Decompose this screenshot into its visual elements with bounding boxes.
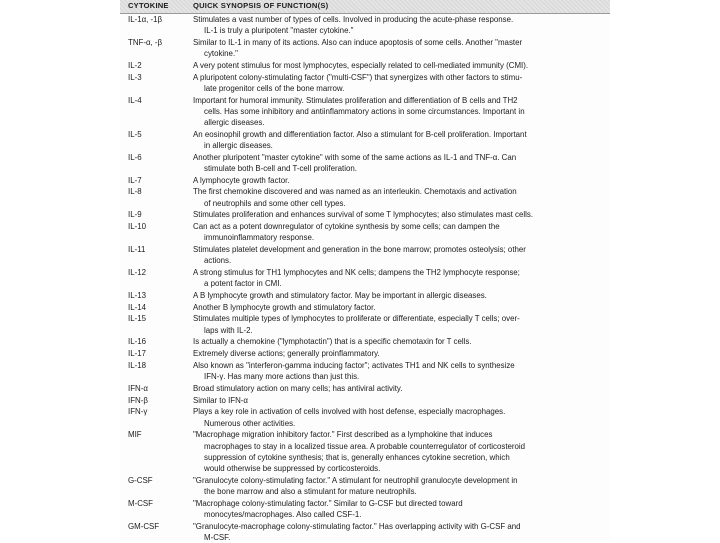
cytokine-name: IFN-γ — [128, 407, 148, 417]
function-description — [193, 37, 605, 59]
cytokine-name: IL-4 — [128, 95, 142, 105]
description-line: cytokine." — [204, 49, 238, 59]
description-line: the bone marrow and also a stimulant for mature neutrophils. — [204, 486, 417, 496]
description-line: "Granulocyte-macrophage colony-stimulating factor." Has overlapping activity with G-CSF and — [193, 521, 521, 531]
description-line: "Macrophage colony-stimulating factor." Similar to G-CSF but directed toward — [193, 498, 463, 508]
description-line: late progenitor cells of the bone marrow. — [204, 83, 345, 93]
cytokine-table-page — [120, 0, 610, 540]
description-line: A pluripotent colony-stimulating factor ("multi-CSF") that synergizes with other factors to stimu- — [193, 72, 523, 82]
function-description — [193, 475, 605, 497]
cytokine-name: IL-14 — [128, 302, 146, 312]
cytokine-name: IL-18 — [128, 360, 146, 370]
description-line: laps with IL-2. — [204, 325, 253, 335]
function-description — [193, 429, 605, 474]
description-line: Broad stimulatory action on many cells; has antiviral activity. — [193, 383, 403, 393]
cytokine-name: IL-17 — [128, 349, 146, 359]
cytokine-name: IL-10 — [128, 222, 146, 232]
function-description — [193, 95, 605, 129]
cytokine-name: GM-CSF — [128, 521, 160, 531]
description-line: cells. Has some inhibitory and antiinflammatory actions in some circumstances. Important in — [204, 106, 525, 116]
table-header — [120, 0, 610, 14]
function-description — [193, 313, 605, 335]
description-line: IL-1 is truly a pluripotent "master cytokine." — [204, 26, 354, 36]
function-description — [193, 72, 605, 94]
cytokine-name: IL-2 — [128, 60, 142, 70]
function-description — [193, 360, 605, 382]
cytokine-name: TNF-α, -β — [128, 37, 163, 47]
function-description — [193, 175, 605, 186]
function-description — [193, 209, 605, 220]
description-line: Stimulates multiple types of lymphocytes to proliferate or differentiate, especially T cells; over- — [193, 314, 520, 324]
description-line: A strong stimulus for TH1 lymphocytes and NK cells; dampens the TH2 lymphocyte response; — [193, 268, 520, 277]
function-description — [193, 406, 605, 428]
description-line: "Macrophage migration inhibitory factor." First described as a lymphokine that induces — [193, 430, 493, 440]
function-description — [193, 186, 605, 208]
description-line: Also known as "interferon-gamma inducing factor"; activates TH1 and NK cells to synthesize — [193, 360, 515, 370]
description-line: Stimulates platelet development and generation in the bone marrow; promotes osteolysis; other — [193, 245, 526, 254]
cytokine-name: MIF — [128, 430, 142, 440]
description-line: A lymphocyte growth factor. — [193, 175, 290, 185]
description-line: A very potent stimulus for most lymphocytes, especially related to cell-mediated immunity (CMI). — [193, 60, 529, 70]
function-description — [193, 60, 605, 71]
cytokine-name: IL-3 — [128, 72, 142, 82]
function-description — [193, 302, 605, 313]
function-description — [193, 395, 605, 406]
description-line: Similar to IFN-α — [193, 395, 248, 405]
description-line: M-CSF. — [204, 532, 231, 542]
cytokine-name: IL-7 — [128, 175, 142, 185]
description-line: monocytes/macrophages. Also called CSF-1. — [204, 509, 362, 519]
description-line: a potent factor in CMI. — [204, 279, 282, 289]
description-line: of neutrophils and some other cell types. — [204, 198, 346, 208]
function-description — [193, 152, 605, 174]
function-description — [193, 129, 605, 151]
description-line: Stimulates a vast number of types of cells. Involved in producing the acute-phase response. — [193, 15, 514, 24]
function-description — [193, 336, 605, 347]
description-line: Another B lymphocyte growth and stimulatory factor. — [193, 302, 376, 312]
description-line: Is actually a chemokine ("lymphotactin") that is a specific chemotaxin for T cells. — [193, 337, 472, 347]
description-line: in allergic diseases. — [204, 140, 273, 150]
cytokine-name: IL-8 — [128, 187, 142, 197]
header-function: QUICK SYNOPSIS OF FUNCTION(S) — [193, 1, 329, 10]
description-line: Numerous other activities. — [204, 418, 296, 428]
description-line: Extremely diverse actions; generally proinflammatory. — [193, 349, 380, 359]
cytokine-name: IL-11 — [128, 245, 146, 254]
description-line: IFN-γ. Has many more actions than just this. — [204, 372, 360, 382]
cytokine-name: IL-15 — [128, 314, 146, 324]
function-description — [193, 348, 605, 359]
cytokine-name: IL-12 — [128, 268, 146, 277]
description-line: stimulate both B-cell and T-cell proliferation. — [204, 163, 357, 173]
cytokine-name: IFN-β — [128, 395, 148, 405]
function-description — [193, 14, 605, 36]
function-description — [193, 267, 605, 289]
description-line: An eosinophil growth and differentiation factor. Also a stimulant for B-cell proliferation. Important — [193, 129, 527, 139]
description-line: allergic diseases. — [204, 118, 265, 127]
cytokine-name: G-CSF — [128, 475, 153, 485]
cytokine-name: IFN-α — [128, 383, 148, 393]
description-line: Similar to IL-1 in many of its actions. Also can induce apoptosis of some cells. Another "master — [193, 37, 523, 47]
function-description — [193, 498, 605, 520]
cytokine-name: IL-1α, -1β — [128, 15, 163, 24]
description-line: suppression of cytokine synthesis; that is, generally enhances cytokine secretion, which — [204, 452, 510, 462]
description-line: macrophages to stay in a localized tissue area. A probable counterregulator of corticosteroid — [204, 441, 526, 451]
description-line: immunoinflammatory response. — [204, 233, 315, 243]
function-description — [193, 221, 605, 243]
function-description — [193, 290, 605, 301]
function-description — [193, 383, 605, 394]
description-line: would otherwise be suppressed by corticosteroids. — [204, 463, 381, 473]
cytokine-name: IL-13 — [128, 290, 146, 300]
description-line: Stimulates proliferation and enhances survival of some T lymphocytes; also stimulates mast cells. — [193, 210, 534, 220]
cytokine-name: IL-6 — [128, 152, 142, 162]
cytokine-name: IL-5 — [128, 129, 142, 139]
function-description — [193, 244, 605, 266]
description-line: "Granulocyte colony-stimulating factor." A stimulant for neutrophil granulocyte development in — [193, 475, 518, 485]
description-line: The first chemokine discovered and was named as an interleukin. Chemotaxis and activation — [193, 187, 517, 197]
description-line: Plays a key role in activation of cells involved with host defense, especially macrophages. — [193, 407, 506, 417]
description-line: Can act as a potent downregulator of cytokine synthesis by some cells; can dampen the — [193, 222, 500, 232]
header-cytokine: CYTOKINE — [128, 1, 169, 10]
description-line: Important for humoral immunity. Stimulates proliferation and differentiation of B cells and TH2 — [193, 95, 518, 105]
description-line: actions. — [204, 256, 232, 266]
cytokine-name: IL-9 — [128, 210, 142, 220]
cytokine-name: M-CSF — [128, 498, 153, 508]
cytokine-name: IL-16 — [128, 337, 146, 347]
description-line: A B lymphocyte growth and stimulatory factor. May be important in allergic diseases. — [193, 290, 487, 300]
description-line: Another pluripotent "master cytokine" with some of the same actions as IL-1 and TNF-α. Can — [193, 152, 517, 162]
